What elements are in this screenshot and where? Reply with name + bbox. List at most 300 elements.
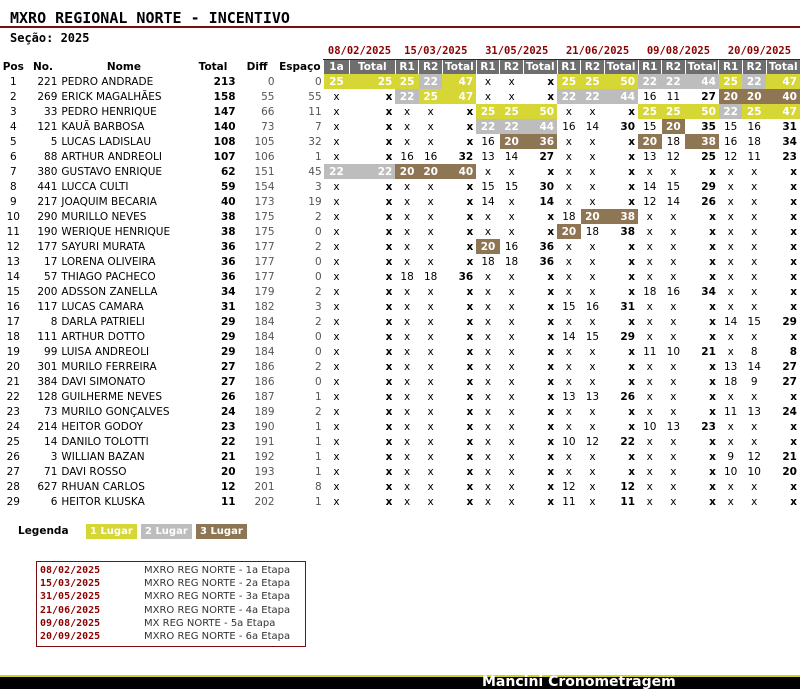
- legend-third: 3 Lugar: [196, 524, 247, 539]
- event-total: x: [790, 195, 797, 208]
- rider-number: 14: [44, 435, 58, 448]
- total-points: 147: [213, 105, 236, 118]
- position: 7: [9, 165, 17, 178]
- column-header-row: [0, 59, 800, 74]
- event-score: x: [751, 285, 758, 298]
- table-row: [0, 329, 800, 344]
- event-total: x: [466, 330, 474, 343]
- event-score: x: [646, 480, 653, 493]
- event-total: x: [790, 255, 797, 268]
- event-total: x: [709, 240, 716, 253]
- position: 24: [6, 420, 20, 433]
- table-row: [0, 104, 800, 119]
- event-score: x: [427, 195, 434, 208]
- event-score: x: [589, 180, 596, 193]
- position: 19: [6, 345, 20, 358]
- event-score: x: [727, 300, 734, 313]
- event-total: 29: [782, 315, 797, 328]
- event-total: 38: [685, 134, 719, 149]
- event-score: x: [427, 120, 434, 133]
- event-score: 22: [395, 89, 419, 104]
- position: 11: [6, 225, 20, 238]
- event-score: x: [670, 435, 677, 448]
- event-score: x: [404, 390, 411, 403]
- gap-points: 0: [314, 225, 322, 238]
- table-row: [0, 434, 800, 449]
- event-score: x: [508, 195, 515, 208]
- event-score: 22: [742, 74, 766, 89]
- event-score: 16: [400, 150, 414, 163]
- event-score: x: [484, 210, 492, 223]
- event-total: x: [628, 255, 636, 268]
- event-score: x: [670, 255, 677, 268]
- rider-number: 3: [50, 450, 58, 463]
- etapa-date: 31/05/2025: [40, 591, 101, 603]
- event-score: x: [333, 195, 340, 208]
- diff-points: 177: [254, 240, 275, 253]
- event-total: x: [466, 345, 474, 358]
- rider-number: 99: [44, 345, 58, 358]
- event-score: x: [589, 360, 596, 373]
- total-points: 34: [220, 285, 236, 298]
- table-row: [0, 269, 800, 284]
- event-score: x: [589, 495, 596, 508]
- event-total: x: [385, 405, 393, 418]
- event-score: 25: [324, 74, 350, 89]
- event-score: x: [404, 360, 411, 373]
- rider-number: 214: [37, 420, 58, 433]
- total-points: 27: [220, 360, 236, 373]
- event-total: x: [385, 180, 393, 193]
- rider-number: 301: [37, 360, 58, 373]
- position: 28: [6, 480, 20, 493]
- event-score: x: [646, 255, 653, 268]
- event-score: 16: [666, 285, 681, 298]
- event-total: x: [385, 210, 393, 223]
- event-score: 25: [395, 74, 419, 89]
- col-header-1a: 1a: [324, 59, 350, 74]
- event-date-header: 09/08/2025: [638, 44, 719, 59]
- event-score: x: [333, 180, 340, 193]
- gap-points: 1: [314, 450, 322, 463]
- event-score: x: [751, 210, 758, 223]
- event-score: x: [727, 240, 734, 253]
- event-score: x: [427, 330, 434, 343]
- event-total: x: [790, 285, 797, 298]
- diff-points: 182: [254, 300, 275, 313]
- etapa-date: 21/06/2025: [40, 604, 101, 616]
- event-score: 18: [504, 255, 519, 268]
- event-score: x: [565, 315, 572, 328]
- total-points: 107: [213, 150, 236, 163]
- event-score: x: [670, 480, 677, 493]
- event-score: 20: [419, 164, 443, 179]
- gap-points: 3: [314, 180, 322, 193]
- rider-name: ARTHUR DOTTO: [61, 330, 145, 343]
- event-score: x: [427, 495, 434, 508]
- etapa-name: MX REG NORTE - 5a Etapa: [144, 617, 276, 629]
- diff-points: 154: [254, 180, 275, 193]
- event-date-header: 31/05/2025: [476, 44, 557, 59]
- total-points: 213: [213, 75, 236, 88]
- event-score: x: [484, 315, 492, 328]
- event-total: 44: [604, 89, 638, 104]
- diff-points: 187: [254, 390, 275, 403]
- event-score: x: [589, 405, 596, 418]
- event-score: 14: [747, 360, 761, 373]
- event-score: x: [333, 465, 340, 478]
- event-score: x: [484, 345, 492, 358]
- gap-points: 0: [314, 255, 322, 268]
- rider-number: 111: [37, 330, 58, 343]
- rider-number: 627: [37, 480, 58, 493]
- col-header-total: Total: [442, 59, 476, 74]
- event-total: x: [385, 435, 393, 448]
- event-score: 22: [662, 74, 686, 89]
- event-date-header: 21/06/2025: [557, 44, 638, 59]
- event-score: x: [727, 225, 734, 238]
- gap-points: 2: [314, 240, 322, 253]
- event-total: x: [709, 465, 716, 478]
- event-total: x: [628, 285, 636, 298]
- event-score: x: [589, 315, 596, 328]
- event-score: x: [427, 180, 434, 193]
- event-score: 10: [562, 435, 576, 448]
- event-total: x: [790, 390, 797, 403]
- event-total: 27: [782, 375, 797, 388]
- col-header-r1: R1: [395, 59, 419, 74]
- total-points: 62: [220, 165, 236, 178]
- event-score: 16: [585, 300, 600, 313]
- event-score: x: [333, 225, 340, 238]
- etapa-name: MXRO REG NORTE - 2a Etapa: [144, 578, 291, 590]
- event-total: x: [547, 345, 555, 358]
- event-score: x: [404, 255, 411, 268]
- diff-points: 193: [254, 465, 275, 478]
- event-score: x: [427, 105, 434, 118]
- table-row: [0, 89, 800, 104]
- event-score: x: [751, 420, 758, 433]
- event-total: x: [466, 495, 474, 508]
- etapas-list: [36, 561, 306, 647]
- total-points: 22: [220, 435, 236, 448]
- event-score: x: [333, 120, 340, 133]
- event-total: 44: [685, 74, 719, 89]
- event-score: 9: [750, 375, 758, 388]
- event-score: 11: [723, 405, 738, 418]
- event-score: x: [670, 270, 677, 283]
- event-total: 21: [782, 450, 797, 463]
- event-total: x: [466, 195, 474, 208]
- rider-number: 57: [44, 270, 58, 283]
- event-score: x: [484, 405, 492, 418]
- event-total: x: [385, 330, 393, 343]
- event-score: x: [484, 495, 492, 508]
- event-total: x: [385, 105, 393, 118]
- event-score: x: [565, 420, 572, 433]
- event-score: x: [751, 240, 758, 253]
- event-total: x: [628, 195, 636, 208]
- event-score: 25: [719, 74, 743, 89]
- position: 12: [6, 240, 20, 253]
- gap-points: 0: [314, 330, 322, 343]
- diff-points: 73: [261, 120, 275, 133]
- event-score: x: [646, 210, 653, 223]
- rider-number: 200: [37, 285, 58, 298]
- diff-points: 202: [254, 495, 275, 508]
- event-score: x: [484, 300, 492, 313]
- event-score: 18: [562, 210, 576, 223]
- event-score: x: [333, 255, 340, 268]
- position: 18: [6, 330, 20, 343]
- event-total: x: [547, 390, 555, 403]
- event-total: x: [628, 150, 636, 163]
- table-row: [0, 239, 800, 254]
- event-score: 16: [481, 135, 495, 148]
- event-score: x: [727, 180, 734, 193]
- diff-points: 106: [254, 150, 275, 163]
- diff-points: 179: [254, 285, 275, 298]
- event-score: x: [484, 285, 492, 298]
- event-score: 11: [666, 90, 681, 103]
- event-total: x: [547, 165, 555, 178]
- position: 27: [6, 465, 20, 478]
- event-score: x: [508, 90, 515, 103]
- rider-name: HEITOR KLUSKA: [61, 495, 145, 508]
- event-score: x: [646, 375, 653, 388]
- gap-points: 2: [314, 210, 322, 223]
- diff-points: 186: [254, 360, 275, 373]
- rider-number: 380: [37, 165, 58, 178]
- event-score: 14: [666, 195, 681, 208]
- event-score: 25: [557, 74, 581, 89]
- results-table: [0, 44, 800, 509]
- event-total: 12: [620, 480, 636, 493]
- legend-first: 1 Lugar: [86, 524, 137, 539]
- table-row: [0, 359, 800, 374]
- position: 20: [6, 360, 20, 373]
- rider-name: KAUÃ BARBOSA: [61, 120, 145, 133]
- event-score: 12: [723, 150, 738, 163]
- event-score: x: [589, 195, 596, 208]
- event-total: x: [547, 405, 555, 418]
- table-row: [0, 314, 800, 329]
- rider-name: DARLA PATRIELI: [61, 315, 145, 328]
- event-total: x: [466, 465, 474, 478]
- event-total: x: [466, 225, 474, 238]
- event-score: x: [508, 480, 515, 493]
- event-total: x: [628, 315, 636, 328]
- event-score: x: [404, 225, 411, 238]
- rider-name: DAVI SIMONATO: [61, 375, 146, 388]
- event-score: x: [565, 150, 572, 163]
- event-score: x: [751, 495, 758, 508]
- event-total: x: [466, 300, 474, 313]
- rider-number: 384: [37, 375, 58, 388]
- table-row: [0, 344, 800, 359]
- event-total: x: [466, 255, 474, 268]
- diff-points: 201: [254, 480, 275, 493]
- col-header-r2: R2: [742, 59, 766, 74]
- event-score: 12: [666, 150, 681, 163]
- event-total: 30: [539, 180, 555, 193]
- gap-points: 1: [314, 420, 322, 433]
- position: 21: [6, 375, 20, 388]
- etapa-row: [40, 630, 302, 643]
- col-header-nome: Nome: [106, 60, 141, 73]
- etapa-date: 15/03/2025: [40, 578, 101, 590]
- event-score: x: [670, 240, 677, 253]
- event-score: 22: [557, 89, 581, 104]
- event-score: x: [427, 450, 434, 463]
- event-total: 34: [701, 285, 716, 298]
- event-score: x: [508, 210, 515, 223]
- event-total: x: [790, 300, 797, 313]
- gap-points: 2: [314, 285, 322, 298]
- event-total: 36: [458, 270, 474, 283]
- event-score: x: [751, 165, 758, 178]
- gap-points: 7: [314, 120, 322, 133]
- event-score: x: [646, 390, 653, 403]
- event-score: x: [565, 180, 572, 193]
- event-score: x: [589, 345, 596, 358]
- event-total: x: [385, 420, 393, 433]
- position: 1: [9, 75, 17, 88]
- position: 10: [6, 210, 20, 223]
- event-score: 25: [742, 104, 766, 119]
- event-score: 22: [719, 104, 743, 119]
- total-points: 36: [220, 240, 236, 253]
- gap-points: 11: [308, 105, 322, 118]
- event-total: x: [709, 165, 716, 178]
- event-total: 47: [442, 89, 476, 104]
- event-score: x: [333, 330, 340, 343]
- event-score: x: [508, 330, 515, 343]
- event-score: x: [670, 390, 677, 403]
- event-score: 15: [562, 300, 576, 313]
- event-score: x: [565, 165, 572, 178]
- event-total: 50: [523, 104, 557, 119]
- event-score: x: [404, 315, 411, 328]
- event-score: 12: [585, 435, 600, 448]
- event-score: x: [404, 495, 411, 508]
- event-score: 25: [581, 74, 605, 89]
- event-total: x: [385, 300, 393, 313]
- event-score: x: [670, 225, 677, 238]
- event-score: x: [670, 210, 677, 223]
- event-total: x: [790, 270, 797, 283]
- event-total: x: [709, 270, 716, 283]
- table-row: [0, 449, 800, 464]
- event-score: 16: [643, 90, 657, 103]
- event-score: x: [670, 495, 677, 508]
- rider-number: 6: [50, 495, 58, 508]
- diff-points: 0: [267, 75, 275, 88]
- etapa-row: [40, 564, 302, 577]
- event-score: x: [333, 360, 340, 373]
- etapa-date: 20/09/2025: [40, 630, 101, 642]
- footer-bar: [0, 675, 800, 689]
- event-score: x: [670, 360, 677, 373]
- rider-number: 128: [37, 390, 58, 403]
- event-score: x: [333, 495, 340, 508]
- event-score: x: [727, 285, 734, 298]
- gap-points: 0: [314, 375, 322, 388]
- event-score: x: [646, 330, 653, 343]
- event-total: 50: [604, 74, 638, 89]
- gap-points: 1: [314, 495, 322, 508]
- event-total: x: [709, 360, 716, 373]
- diff-points: 190: [254, 420, 275, 433]
- event-score: x: [404, 450, 411, 463]
- diff-points: 55: [261, 90, 275, 103]
- event-score: 15: [481, 180, 495, 193]
- col-header-total: Total: [766, 59, 800, 74]
- event-score: x: [333, 375, 340, 388]
- event-score: 14: [481, 195, 495, 208]
- position: 3: [9, 105, 17, 118]
- table-row: [0, 404, 800, 419]
- event-score: 15: [504, 180, 519, 193]
- event-total: x: [385, 255, 393, 268]
- event-total: x: [709, 300, 716, 313]
- event-total: 20: [782, 465, 797, 478]
- gap-points: 3: [314, 300, 322, 313]
- diff-points: 177: [254, 255, 275, 268]
- event-date-header: 20/09/2025: [719, 44, 800, 59]
- rider-name: DAVI ROSSO: [61, 465, 127, 478]
- gap-points: 19: [308, 195, 322, 208]
- event-total: 27: [539, 150, 555, 163]
- event-score: x: [646, 315, 653, 328]
- event-total: 40: [442, 164, 476, 179]
- event-score: 18: [747, 135, 761, 148]
- position: 16: [6, 300, 20, 313]
- rider-number: 177: [37, 240, 58, 253]
- event-total: x: [385, 285, 393, 298]
- event-score: 20: [557, 224, 581, 239]
- event-score: 10: [723, 465, 738, 478]
- event-total: x: [628, 105, 636, 118]
- event-total: x: [628, 135, 636, 148]
- etapa-name: MXRO REG NORTE - 6a Etapa: [144, 630, 291, 642]
- event-total: x: [385, 90, 393, 103]
- diff-points: 173: [254, 195, 275, 208]
- event-score: x: [484, 225, 492, 238]
- event-total: 32: [458, 150, 474, 163]
- col-header-pos: Pos: [2, 60, 24, 73]
- event-total: 47: [442, 74, 476, 89]
- col-header-diff: Diff: [246, 60, 268, 73]
- rider-name: ADSSON ZANELLA: [61, 285, 158, 298]
- position: 9: [9, 195, 17, 208]
- event-score: 10: [747, 465, 761, 478]
- total-points: 36: [220, 255, 236, 268]
- rider-name: DANILO TOLOTTI: [61, 435, 149, 448]
- event-score: x: [508, 165, 515, 178]
- rider-name: WERIQUE HENRIQUE: [61, 225, 171, 238]
- gap-points: 2: [314, 315, 322, 328]
- event-score: x: [404, 240, 411, 253]
- event-total: x: [547, 465, 555, 478]
- event-score: x: [508, 420, 515, 433]
- event-total: x: [466, 240, 474, 253]
- event-score: x: [670, 465, 677, 478]
- diff-points: 184: [254, 315, 275, 328]
- event-total: x: [466, 315, 474, 328]
- event-score: x: [727, 195, 734, 208]
- rider-name: LUISA ANDREOLI: [61, 345, 150, 358]
